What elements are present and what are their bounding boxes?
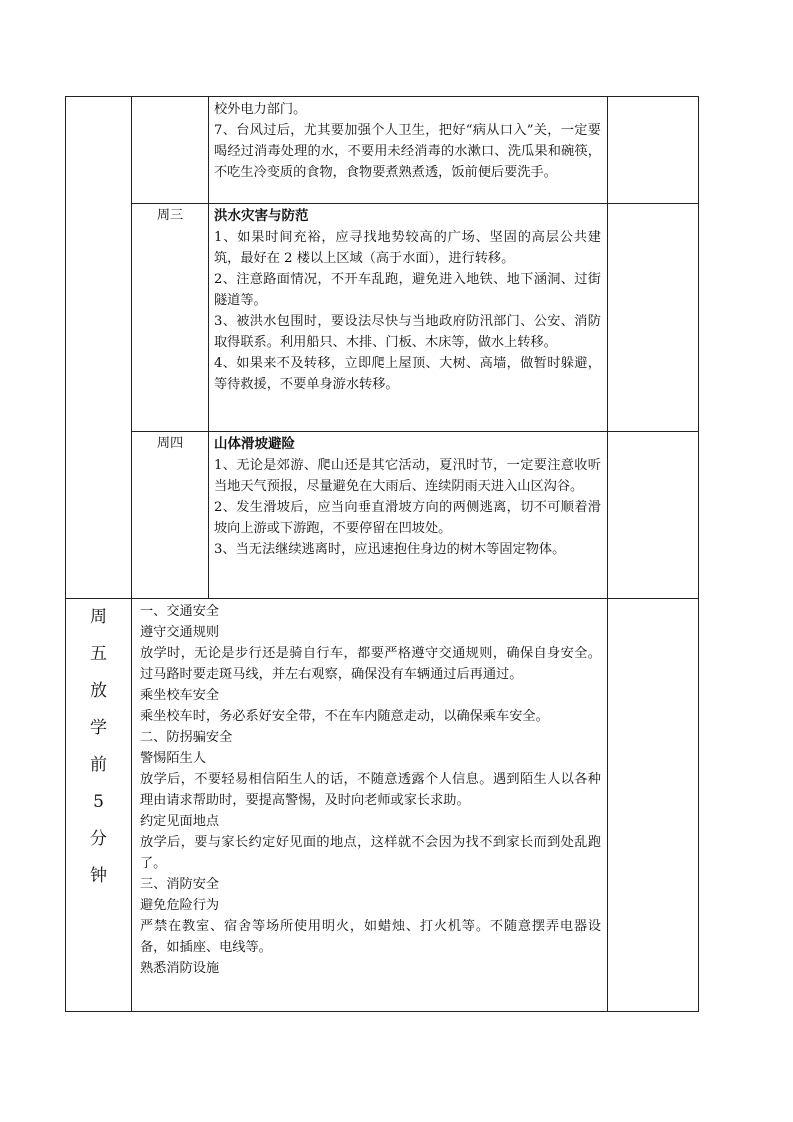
content-line: 2、发生滑坡后，应当向垂直滑坡方向的两侧逃离，切不可顺着滑坡向上游或下游跑，不要停留在凹坡处。 <box>214 500 601 536</box>
vertical-label-char: 放 <box>90 681 107 701</box>
friday-label-cell <box>66 599 132 1012</box>
vertical-label-char: 分 <box>90 829 107 849</box>
content-line: 7、台风过后，尤其要加强个人卫生，把好“病从口入”关，一定要喝经过消毒处理的水，不要用未经消毒的水漱口、洗瓜果和碗筷，不吃生冷变质的食物，食物要煮熟煮透，饭前便后要洗手。 <box>214 123 601 180</box>
content-cell <box>209 432 608 599</box>
vertical-label-char: 5 <box>93 792 104 812</box>
row-thursday <box>66 432 699 599</box>
subheading: 约定见面地点 <box>140 814 220 829</box>
content-cell <box>209 204 608 432</box>
vertical-label-char: 学 <box>90 718 107 738</box>
group-cell-empty <box>66 97 132 599</box>
schedule-table <box>65 96 699 1012</box>
day-label-thursday: 周四 <box>132 432 209 599</box>
section-heading: 三、消防安全 <box>140 877 220 892</box>
content-line: 严禁在教室、宿舍等场所使用明火，如蜡烛、打火机等。不随意摆弄电器设备，如插座、电线等。 <box>140 919 601 955</box>
vertical-label-char: 前 <box>90 755 107 775</box>
section-heading: 二、防拐骗安全 <box>140 730 233 745</box>
content-line: 4、如果来不及转移，立即爬上屋顶、大树、高墙，做暂时躲避，等待救援，不要单身游水转移。 <box>214 356 601 392</box>
vertical-label-char: 周 <box>90 607 107 627</box>
content-line: 乘坐校车时，务必系好安全带，不在车内随意走动，以确保乘车安全。 <box>140 709 549 724</box>
content-line: 校外电力部门。 <box>214 102 307 117</box>
subheading: 熟悉消防设施 <box>140 961 220 976</box>
remark-cell <box>608 599 699 1012</box>
content-cell <box>209 97 608 204</box>
content-cell-wide <box>132 599 608 1012</box>
content-line: 3、被洪水包围时，要设法尽快与当地政府防汛部门、公安、消防取得联系。利用船只、木排、门板、木床等，做水上转移。 <box>214 314 601 350</box>
content-line: 3、当无法继续逃离时，应迅速抱住身边的树木等固定物体。 <box>214 542 566 557</box>
content-line: 1、如果时间充裕，应寻找地势较高的广场、坚固的高层公共建筑，最好在 2 楼以上区域（高于水面），进行转移。 <box>214 230 601 266</box>
row-wednesday <box>66 204 699 432</box>
subheading: 警惕陌生人 <box>140 751 206 766</box>
subheading: 避免危险行为 <box>140 898 220 913</box>
content-line: 放学后，不要轻易相信陌生人的话，不随意透露个人信息。遇到陌生人以各种理由请求帮助时，要提高警惕，及时向老师或家长求助。 <box>140 772 601 808</box>
section-heading: 山体滑坡避险 <box>214 436 295 452</box>
section-heading: 一、交通安全 <box>140 604 220 619</box>
remark-cell <box>608 97 699 204</box>
subheading: 遵守交通规则 <box>140 625 220 640</box>
row-friday <box>66 599 699 1012</box>
day-label-wednesday: 周三 <box>132 204 209 432</box>
vertical-label-char: 钟 <box>90 866 107 886</box>
content-line: 放学时，无论是步行还是骑自行车，都要严格遵守交通规则，确保自身安全。过马路时要走斑马线，并左右观察，确保没有车辆通过后再通过。 <box>140 646 601 682</box>
content-line: 放学后，要与家长约定好见面的地点，这样就不会因为找不到家长而到处乱跑了。 <box>140 835 601 871</box>
day-cell-empty <box>132 97 209 204</box>
row-wednesday-continued <box>66 97 699 204</box>
vertical-label-char: 五 <box>90 644 107 664</box>
remark-cell <box>608 432 699 599</box>
content-line: 2、注意路面情况，不开车乱跑，避免进入地铁、地下涵洞、过街隧道等。 <box>214 272 601 308</box>
remark-cell <box>608 204 699 432</box>
subheading: 乘坐校车安全 <box>140 688 220 703</box>
section-heading: 洪水灾害与防范 <box>214 208 309 224</box>
content-line: 1、无论是郊游、爬山还是其它活动，夏汛时节，一定要注意收听当地天气预报，尽量避免在大雨后、连续阴雨天进入山区沟谷。 <box>214 458 601 494</box>
